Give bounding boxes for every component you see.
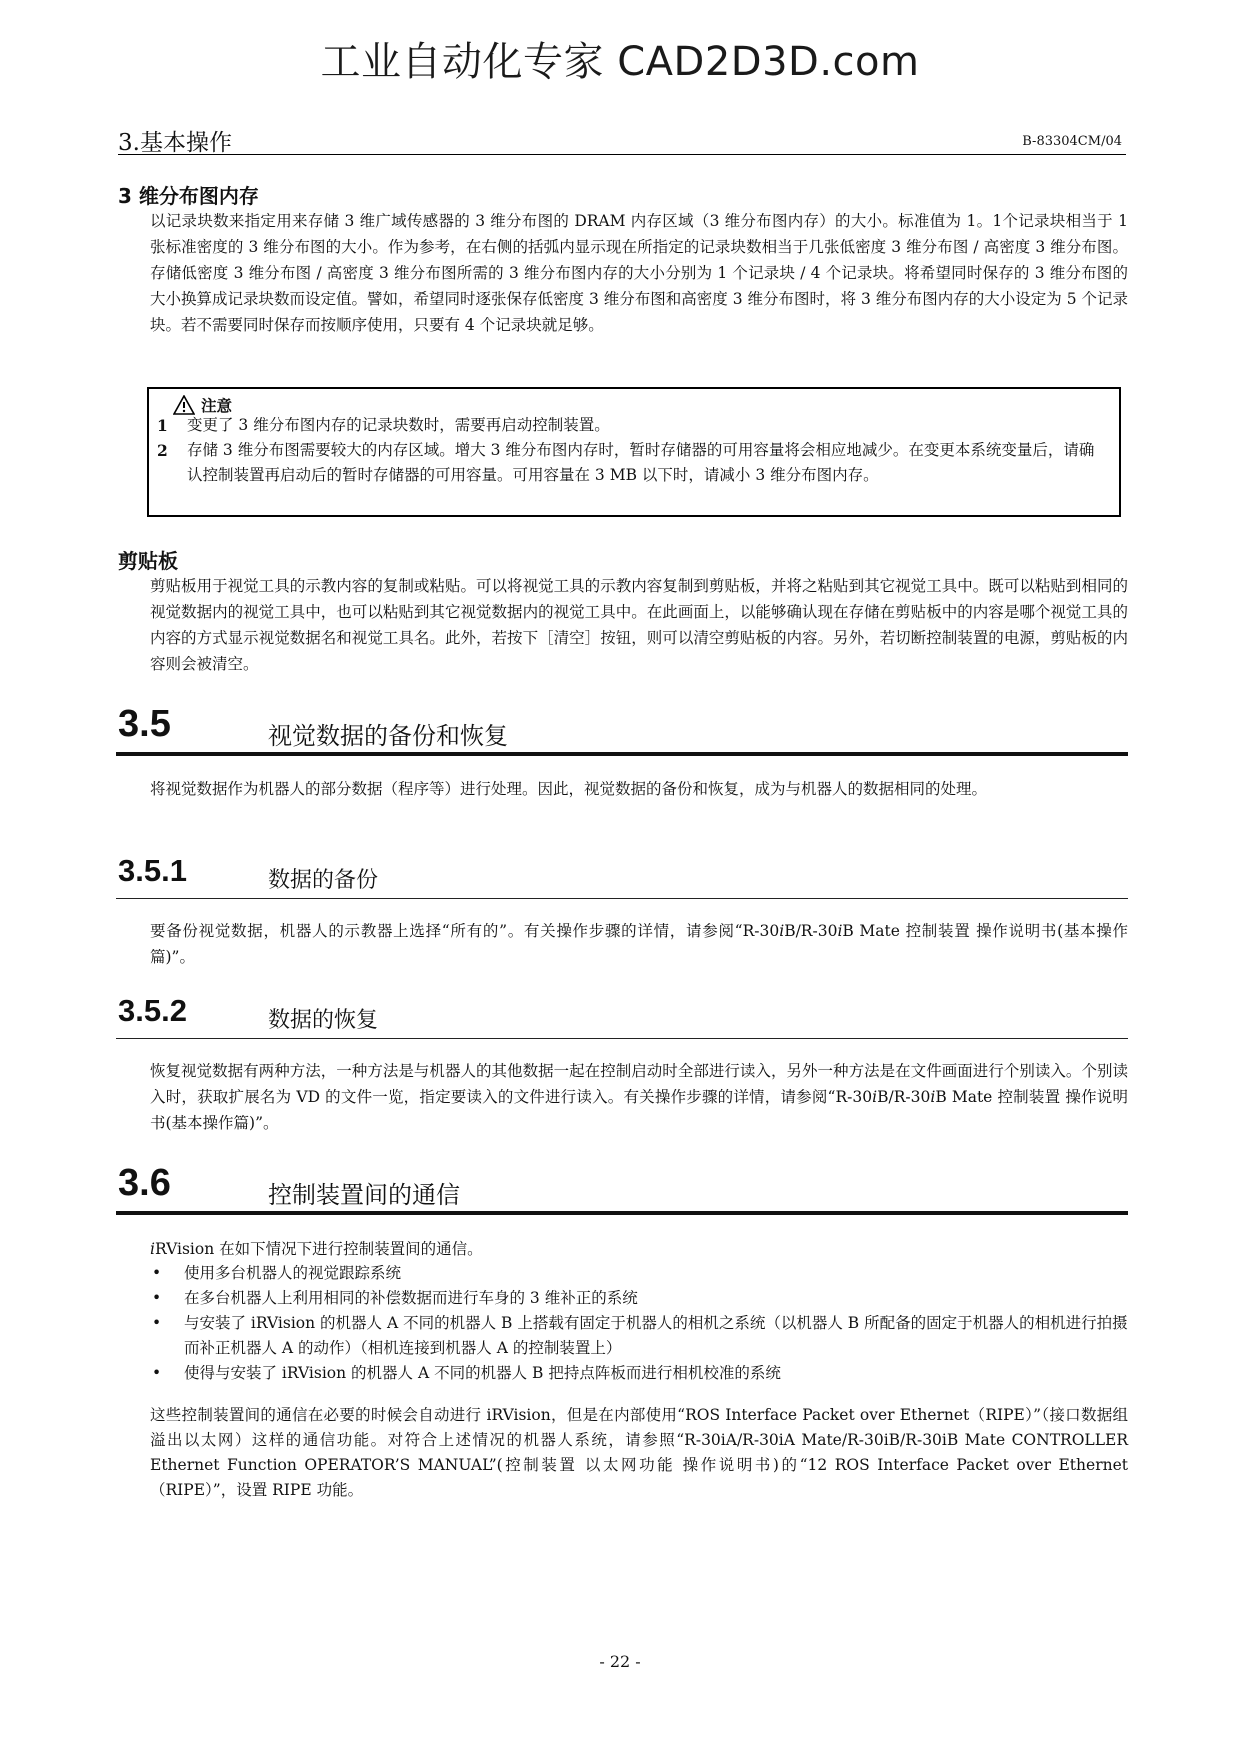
- text-run: 要备份视觉数据，机器人的示教器上选择“所有的”。有关操作步骤的详情，请参阅“R-30: [150, 922, 780, 940]
- subheading-clipboard: 剪贴板: [118, 549, 178, 573]
- page-number: - 22 -: [599, 1652, 641, 1671]
- list-item: • 在多台机器人上利用相同的补偿数据而进行车身的 3 维补正的系统: [150, 1286, 1128, 1311]
- paragraph-3-5-1: [150, 918, 1128, 970]
- watermark-title: 工业自动化专家 CAD2D3D.com: [320, 39, 920, 85]
- list-item: • 使用多台机器人的视觉跟踪系统: [150, 1261, 1128, 1286]
- document-id: B-83304CM/04: [1022, 134, 1122, 149]
- caution-item: [157, 413, 1107, 438]
- italic-run: i: [150, 1240, 155, 1258]
- section-title-3-5-2: 数据的恢复: [268, 1008, 379, 1033]
- caution-item-text: 存储 3 维分布图需要较大的内存区域。增大 3 维分布图内存时，暂时存储器的可用容量将会相应地减少。在变更本系统变量后，请确认控制装置再启动后的暂时存储器的可用容量。可用容量在 3 MB 以下时，请减小 3 维分布图内存。: [187, 441, 1095, 484]
- section-rule: [116, 898, 1128, 899]
- paragraph-3-5-2: [150, 1058, 1128, 1136]
- text-run: RVision 在如下情况下进行控制装置间的通信。: [154, 1240, 483, 1258]
- paragraph-3-6-intro: [150, 1236, 1128, 1262]
- paragraph-3-5: 将视觉数据作为机器人的部分数据（程序等）进行处理。因此，视觉数据的备份和恢复，成为与机器人的数据相同的处理。: [150, 780, 988, 798]
- warning-icon: [173, 395, 195, 415]
- section-title-3-5: 视觉数据的备份和恢复: [268, 722, 508, 750]
- caution-item-number: 1: [157, 416, 168, 435]
- text-run: B Mate 控制装置 操作说明书(基本操作篇)”。: [150, 922, 1129, 966]
- list-item: • 使得与安装了 iRVision 的机器人 A 不同的机器人 B 把持点阵板而进行相机校准的系统: [150, 1361, 1128, 1386]
- list-item: • 与安装了 iRVision 的机器人 A 不同的机器人 B 上搭载有固定于机器人的相机之系统（以机器人 B 所配备的固定于机器人的相机进行拍摄而补正机器人 A 的动作）（相机连接到机器人 A 的控制装置上）: [150, 1311, 1128, 1361]
- text-run: 恢复视觉数据有两种方法，一种方法是与机器人的其他数据一起在控制启动时全部进行读入，另外一种方法是在文件画面进行个别读入。个别读入时，获取扩展名为 VD 的文件一览，指定要读入的文件进行读入。有关操作步骤的详情，请参阅“R-30: [150, 1062, 1128, 1106]
- bullet-list: [150, 1261, 1128, 1386]
- paragraph-clipboard: 剪贴板用于视觉工具的示教内容的复制或粘贴。可以将视觉工具的示教内容复制到剪贴板，并将之粘贴到其它视觉工具中。既可以粘贴到相同的视觉数据内的视觉工具中，也可以粘贴到其它视觉数据内的视觉工具中。在此画面上，以能够确认现在存储在剪贴板中的内容是哪个视觉工具的内容的方式显示视觉数据名和视觉工具名。此外，若按下［清空］按钮，则可以清空剪贴板的内容。另外，若切断控制装置的电源，剪贴板的内容则会被清空。: [150, 577, 1128, 673]
- text-run: B/R-30: [877, 1088, 931, 1106]
- section-rule: [116, 1038, 1128, 1039]
- caution-item-number: 2: [157, 441, 168, 460]
- italic-run: i: [872, 1088, 878, 1106]
- caution-label: 注意: [201, 397, 233, 415]
- text-run: B/R-30: [784, 922, 838, 940]
- caution-item-text: 变更了 3 维分布图内存的记录块数时，需要再启动控制装置。: [187, 416, 610, 434]
- section-number-3-5-1: 3.5.1: [118, 853, 187, 888]
- italic-run: i: [930, 1088, 936, 1106]
- caution-box: [147, 387, 1121, 517]
- text-run: B Mate 控制装置 操作说明书(基本操作篇)”。: [150, 1088, 1128, 1132]
- section-title-3-5-1: 数据的备份: [268, 868, 379, 893]
- section-number-3-5: 3.5: [118, 703, 171, 745]
- header-rule: [118, 154, 1126, 155]
- paragraph-3-6-closing: 这些控制装置间的通信在必要的时候会自动进行 iRVision，但是在内部使用“ROS Interface Packet over Ethernet（RIPE）”（接口数据组溢出以太网）这样的通信功能。对符合上述情况的机器人系统，请参照“R-30iA/R-30iA Mate/R-30iB/R-30iB Mate CONTROLLER Ethernet Function OPERATOR’S MANUAL”(控制装置 以太网功能 操作说明书)的“12 ROS Interface Packet over Ethernet（RIPE）”，设置 RIPE 功能。: [150, 1406, 1128, 1499]
- caution-item: [157, 438, 1107, 488]
- section-title-3-6: 控制装置间的通信: [268, 1181, 460, 1209]
- italic-run: i: [779, 922, 785, 940]
- chapter-header: 3.基本操作: [118, 130, 232, 156]
- section-rule: [116, 752, 1128, 756]
- section-number-3-6: 3.6: [118, 1162, 171, 1204]
- subheading-map-memory: 3 维分布图内存: [118, 184, 259, 208]
- section-number-3-5-2: 3.5.2: [118, 993, 187, 1028]
- paragraph-map-memory: 以记录块数来指定用来存储 3 维广域传感器的 3 维分布图的 DRAM 内存区域（3 维分布图内存）的大小。标准值为 1。1个记录块相当于 1 张标准密度的 3 维分布图的大小。作为参考，在右侧的括弧内显示现在所指定的记录块数相当于几张低密度 3 维分布图 / 高密度 3 维分布图。存储低密度 3 维分布图 / 高密度 3 维分布图所需的 3 维分布图内存的大小分别为 1 个记录块 / 4 个记录块。将希望同时保存的 3 维分布图的大小换算成记录块数而设定值。譬如，希望同时逐张保存低密度 3 维分布图和高密度 3 维分布图时，将 3 维分布图内存的大小设定为 5 个记录块。若不需要同时保存而按顺序使用，只要有 4 个记录块就足够。: [150, 212, 1128, 334]
- section-rule: [116, 1211, 1128, 1215]
- italic-run: i: [837, 922, 843, 940]
